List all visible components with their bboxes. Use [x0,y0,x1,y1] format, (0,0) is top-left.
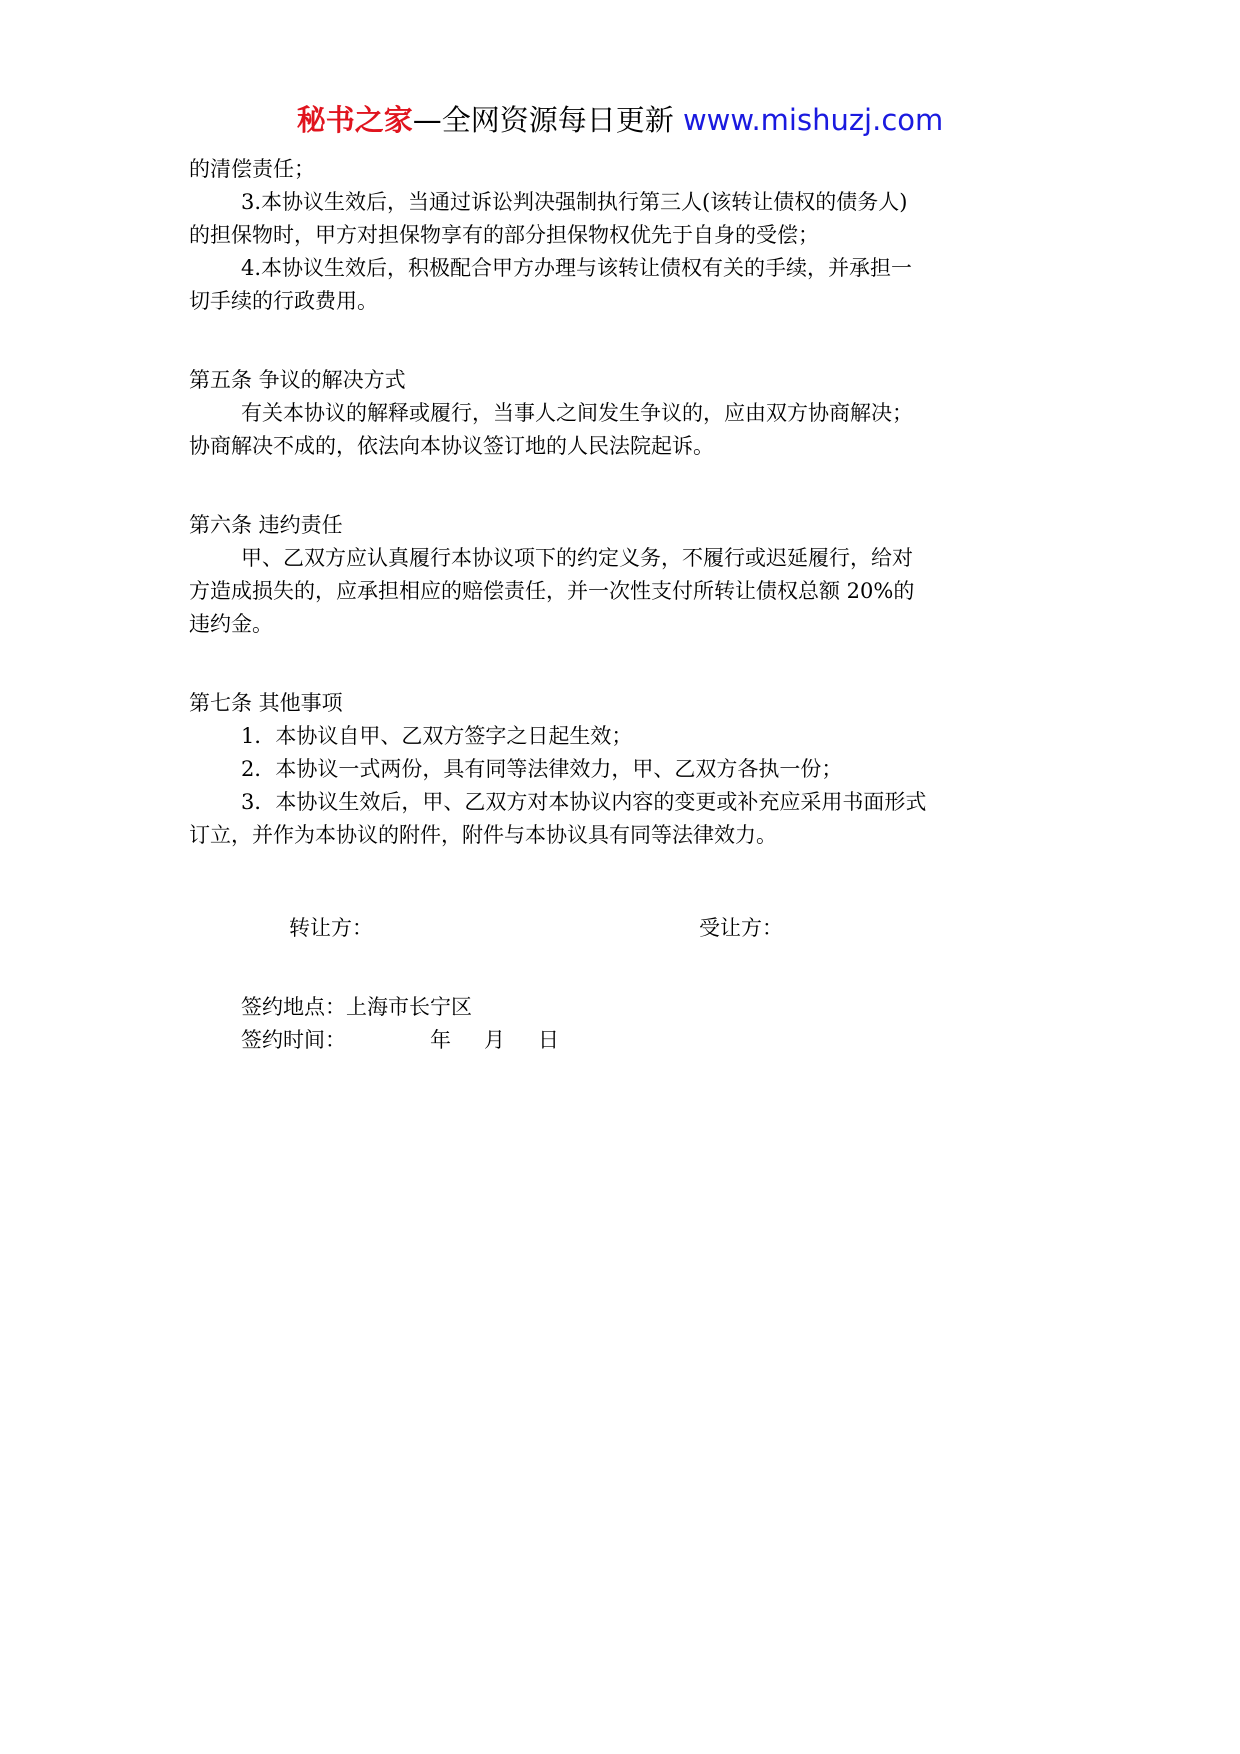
header-tagline: —全网资源每日更新 [412,103,674,137]
document-body [189,153,1059,1057]
paragraph-line: 有关本协议的解释或履行，当事人之间发生争议的，应由双方协商解决； [241,401,913,425]
paragraph-line: 4.本协议生效后，积极配合甲方办理与该转让债权有关的手续，并承担一 [241,256,913,280]
brand-name: 秘书之家 [296,103,413,137]
signing-time-label: 签约时间： [241,1028,346,1052]
paragraph-line: 方造成损失的，应承担相应的赔偿责任，并一次性支付所转让债权总额 20%的 [189,579,915,603]
signing-place: 签约地点：上海市长宁区 [241,995,472,1019]
list-item: 3．本协议生效后，甲、乙双方对本协议内容的变更或补充应采用书面形式 [241,790,927,814]
article-7-title: 第七条 其他事项 [189,691,343,715]
article-5-title: 第五条 争议的解决方式 [189,368,406,392]
month-label: 月 [484,1028,505,1052]
day-label: 日 [538,1028,559,1052]
list-item: 2．本协议一式两份，具有同等法律效力，甲、乙双方各执一份； [241,757,843,781]
paragraph-line: 的清偿责任； [189,157,315,181]
site-url[interactable]: www.mishuzj.com [682,103,944,137]
paragraph-line: 订立，并作为本协议的附件，附件与本协议具有同等法律效力。 [189,823,777,847]
paragraph-line: 违约金。 [189,612,273,636]
paragraph-line: 甲、乙双方应认真履行本协议项下的约定义务，不履行或迟延履行，给对 [241,546,913,570]
paragraph-line: 的担保物时，甲方对担保物享有的部分担保物权优先于自身的受偿； [189,223,819,247]
year-label: 年 [430,1028,451,1052]
article-6-title: 第六条 违约责任 [189,513,343,537]
signature-row [189,912,1059,945]
signing-time [189,1024,1059,1057]
page-header [0,100,1240,140]
transferor-label: 转让方： [289,916,373,940]
paragraph-line: 切手续的行政费用。 [189,289,378,313]
list-item: 1．本协议自甲、乙双方签字之日起生效； [241,724,633,748]
transferee-label: 受让方： [699,916,783,940]
paragraph-line: 3.本协议生效后，当通过诉讼判决强制执行第三人(该转让债权的债务人) [241,190,908,214]
paragraph-line: 协商解决不成的，依法向本协议签订地的人民法院起诉。 [189,434,714,458]
